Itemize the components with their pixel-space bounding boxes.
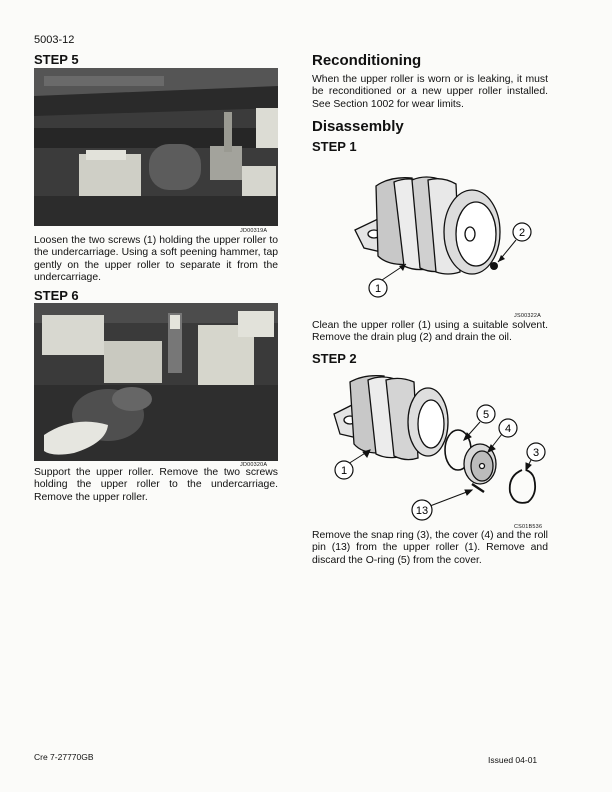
- step6-figure-id: JD00320A: [240, 462, 268, 468]
- footer-publication-code: Cre 7-27770GB: [34, 752, 94, 762]
- step6-title: STEP 6: [34, 288, 79, 303]
- step2-title: STEP 2: [312, 351, 357, 366]
- step2-callouts: [330, 372, 555, 524]
- step6-text: Support the upper roller. Remove the two screws holding the upper roller to the undercarriage. Remove the upper roller.: [34, 467, 278, 503]
- step1-title: STEP 1: [312, 139, 357, 154]
- step1-callout-1: 1: [374, 283, 382, 295]
- step1-callout-2: 2: [518, 227, 526, 239]
- page-number: 5003-12: [34, 34, 75, 46]
- step5-photo: [34, 68, 278, 226]
- step6-photo: [34, 303, 278, 461]
- step6-photo-image: [34, 303, 278, 461]
- step2-callout-1: 1: [340, 465, 348, 477]
- step5-title: STEP 5: [34, 52, 79, 67]
- step2-callout-5: 5: [482, 409, 490, 421]
- step1-callouts: [350, 168, 550, 304]
- step2-callout-3: 3: [532, 447, 540, 459]
- reconditioning-heading: Reconditioning: [312, 52, 422, 69]
- footer-issue-date: Issued 04-01: [488, 755, 538, 765]
- step5-figure-id: JD00319A: [240, 228, 268, 234]
- step2-callout-4: 4: [504, 423, 512, 435]
- disassembly-heading: Disassembly: [312, 118, 404, 135]
- step5-text: Loosen the two screws (1) holding the upper roller to the undercarriage. Using a soft peening hammer, tap gently on the upper roller to separate it from the undercarriage.: [34, 235, 278, 284]
- step2-callout-13: 13: [415, 505, 429, 517]
- reconditioning-text: When the upper roller is worn or is leaking, it must be reconditioned or a new upper roller installed. See Section 1002 for wear limits.: [312, 74, 548, 110]
- step5-photo-image: [34, 68, 278, 226]
- step2-text: Remove the snap ring (3), the cover (4) and the roll pin (13) from the upper roller (1). Remove and discard the O-ring (5) from the cover.: [312, 530, 548, 566]
- step1-text: Clean the upper roller (1) using a suitable solvent. Remove the drain plug (2) and drain the oil.: [312, 320, 548, 344]
- step1-figure-id: JS00322A: [514, 313, 541, 319]
- step2-figure-id: CS01B536: [514, 524, 543, 530]
